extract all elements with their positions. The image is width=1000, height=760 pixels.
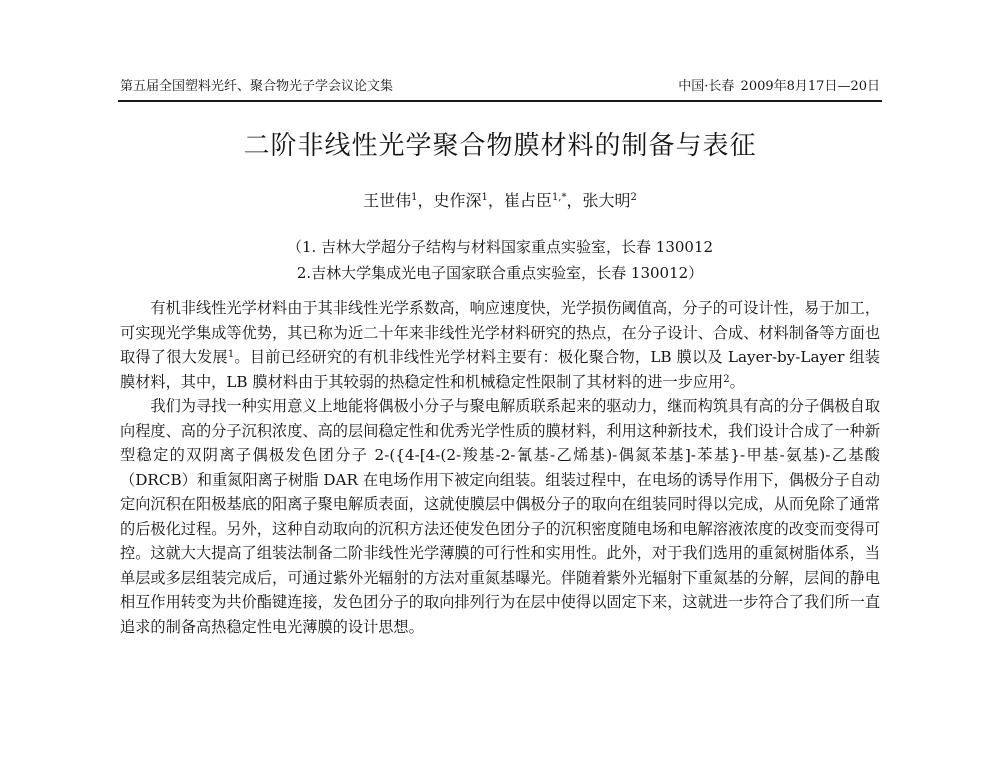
author-affil-mark: 1,*	[551, 192, 567, 203]
author-separator: ，	[417, 191, 434, 210]
author-separator: ，	[487, 191, 504, 210]
author-name: 崔占臣	[503, 191, 552, 210]
paragraph-text: 。	[729, 372, 745, 391]
author-list	[120, 190, 880, 212]
affiliation-line: 2.吉林大学集成光电子国家联合重点实验室，长春 130012）	[296, 264, 704, 282]
conference-location-date: 中国·长春 2009年8月17日—20日	[678, 79, 880, 94]
body-text	[120, 296, 880, 639]
author-affil-mark: 1	[411, 192, 418, 203]
author-separator: ，	[566, 191, 583, 210]
running-header	[120, 78, 880, 100]
author-name: 史作深	[433, 191, 482, 210]
paper-title: 二阶非线性光学聚合物膜材料的制备与表征	[243, 131, 757, 161]
conference-name: 第五届全国塑料光纤、聚合物光子学会议论文集	[120, 79, 394, 94]
citation-ref: 1	[227, 349, 235, 360]
citation-ref: 2	[723, 373, 730, 385]
paragraph-text: 。目前已经研究的有机非线性光学材料主要有：极化聚合物，LB 膜以及 Layer-by-Layer 组装膜材料，其中，LB 膜材料由于其较弱的热稳定性和机械稳定性限制了其材料的进一步应用	[120, 348, 880, 391]
author-name: 张大明	[582, 191, 631, 210]
affiliation-line: （1. 吉林大学超分子结构与材料国家重点实验室，长春 130012	[286, 238, 714, 256]
paragraph-text: 有机非线性光学材料由于其非线性光学系数高，响应速度快，光学损伤阈值高，分子的可设计性，易于加工，可实现光学集成等优势，其已称为近二十年来非线性光学材料研究的热点，在分子设计、合成、材料制备等方面也取得了很大发展	[120, 299, 880, 366]
author-name: 王世伟	[363, 191, 412, 210]
paragraph-method: 我们为寻找一种实用意义上地能将偶极小分子与聚电解质联系起来的驱动力，继而构筑具有高的分子偶极自取向程度、高的分子沉积浓度、高的层间稳定性和优秀光学性质的膜材料，利用这种新技术，我们设计合成了一种新型稳定的双阴离子偶极发色团分子 2-({4-[4-(2-羧基-2-氰基-乙烯基)-偶氮苯基]-苯基}-甲基-氨基)-乙基酸（DRCB）和重氮阳离子树脂 DAR 在电场作用下被定向组装。组装过程中，在电场的诱导作用下，偶极分子自动定向沉积在阳极基底的阳离子聚电解质表面，这就使膜层中偶极分子的取向在组装同时得以完成，从而免除了通常的后极化过程。另外，这种自动取向的沉积方法还使发色团分子的沉积密度随电场和电解溶液浓度的改变而变得可控。这就大大提高了组装法制备二阶非线性光学薄膜的可行性和实用性。此外，对于我们选用的重氮树脂体系，当单层或多层组装完成后，可通过紫外光辐射的方法对重氮基曝光。伴随着紫外光辐射下重氮基的分解，层间的静电相互作用转变为共价酯键连接，发色团分子的取向排列行为在层中使得以固定下来，这就进一步符合了我们所一直追求的制备高热稳定性电光薄膜的设计思想。	[120, 397, 880, 636]
author-affil-mark: 2	[630, 192, 637, 203]
author-affil-mark: 1	[481, 192, 488, 203]
header-rule	[118, 100, 882, 102]
affiliations	[120, 234, 880, 286]
paragraph-intro	[120, 296, 880, 394]
